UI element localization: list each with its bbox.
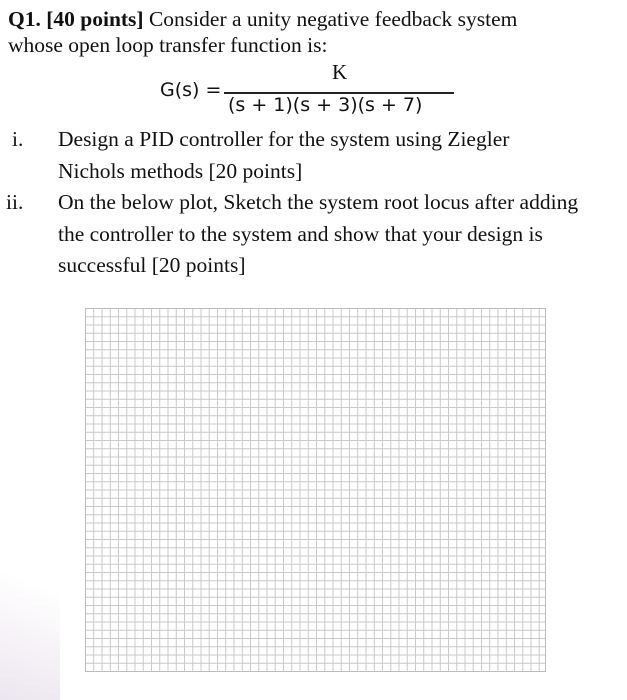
list-marker: i.	[12, 127, 24, 151]
list-marker: ii.	[6, 190, 24, 214]
formula-numerator: K	[332, 60, 348, 84]
list-item-text: On the below plot, Sketch the system root locus after adding the controller to the system and show that your design is successful [20 points]	[58, 190, 579, 277]
root-locus-grid	[85, 308, 546, 672]
question-heading: Q1. [40 points]	[8, 7, 144, 31]
grid-paper	[85, 308, 546, 672]
question-line-1	[8, 6, 517, 32]
transfer-function	[160, 58, 460, 124]
question-line-2: whose open loop transfer function is:	[8, 33, 328, 57]
formula-denominator: (s + 1)(s + 3)(s + 7)	[228, 94, 423, 116]
formula-lhs: G(s) =	[160, 79, 222, 101]
background-shade	[0, 560, 60, 700]
question-intro: Consider a unity negative feedback system	[143, 7, 518, 31]
list-item-text: Design a PID controller for the system using Ziegler Nichols methods [20 points]	[58, 127, 510, 183]
